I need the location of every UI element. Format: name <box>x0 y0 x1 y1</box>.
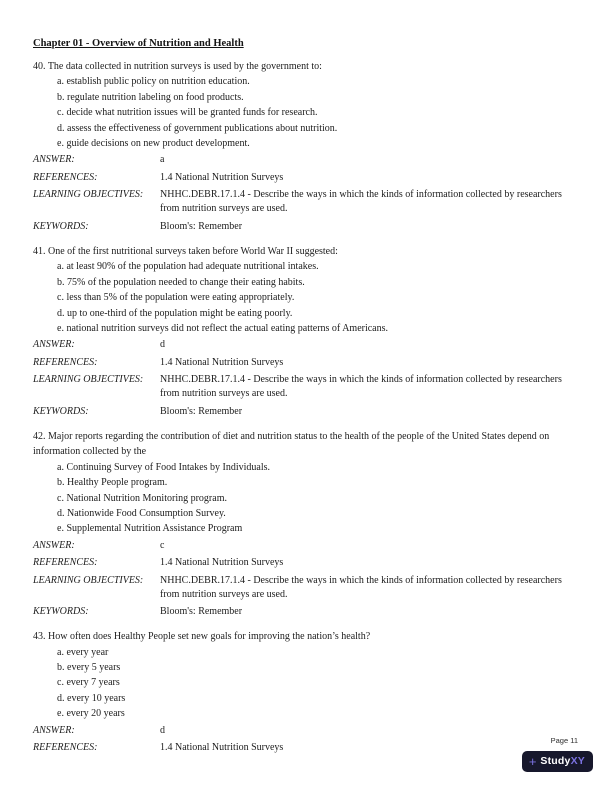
meta-value: Bloom's: Remember <box>160 405 243 417</box>
meta-value: a <box>160 154 165 166</box>
option-item: c. decide what nutrition issues will be granted funds for research. <box>57 107 318 119</box>
meta-value: Bloom's: Remember <box>160 606 243 618</box>
meta-row <box>33 188 582 216</box>
option-item: d. assess the effectiveness of government publications about nutrition. <box>57 122 338 134</box>
meta-value: NHHC.DEBR.17.1.4 - Describe the ways in which the kinds of information collected by researchers from nutrition surveys are used. <box>160 374 562 400</box>
meta-value: 1.4 National Nutrition Surveys <box>160 356 284 368</box>
question-number: 43. <box>33 631 46 643</box>
brand-name-primary: Study <box>540 755 571 768</box>
chapter-title: Chapter 01 - Overview of Nutrition and Health <box>33 38 244 49</box>
meta-value: 1.4 National Nutrition Surveys <box>160 557 284 569</box>
question-text: How often does Healthy People set new goals for improving the nation’s health? <box>48 631 371 643</box>
meta-table <box>33 724 582 756</box>
meta-value: 1.4 National Nutrition Surveys <box>160 742 284 754</box>
meta-label: ANSWER: <box>33 154 75 166</box>
option-item: c. every 7 years <box>57 677 120 689</box>
question-stem <box>33 429 582 460</box>
question-number: 42. <box>33 430 46 442</box>
option-item: e. national nutrition surveys did not reflect the actual eating patterns of Americans. <box>57 322 389 334</box>
meta-value: Bloom's: Remember <box>160 220 243 232</box>
meta-label: REFERENCES: <box>33 171 98 183</box>
brand-name <box>540 756 585 767</box>
option-item: a. Continuing Survey of Food Intakes by Individuals. <box>57 461 271 473</box>
option-item: b. regulate nutrition labeling on food products. <box>57 91 244 103</box>
question-block <box>33 629 582 755</box>
meta-label: LEARNING OBJECTIVES: <box>33 574 144 586</box>
question-number: 40. <box>33 61 46 72</box>
meta-value: c <box>160 539 165 551</box>
page-number: Page 11 <box>550 736 578 745</box>
meta-row <box>33 171 582 185</box>
option-item: b. Healthy People program. <box>57 477 168 489</box>
option-item: d. every 10 years <box>57 692 126 704</box>
meta-value: NHHC.DEBR.17.1.4 - Describe the ways in which the kinds of information collected by researchers from nutrition surveys are used. <box>160 574 562 600</box>
meta-row <box>33 153 582 167</box>
options-list <box>33 645 582 722</box>
question-stem <box>33 59 582 74</box>
option-item: a. every year <box>57 646 109 658</box>
question-block <box>33 429 582 619</box>
meta-label: REFERENCES: <box>33 742 98 754</box>
question-text: The data collected in nutrition surveys is used by the government to: <box>47 61 322 72</box>
meta-value: d <box>160 724 165 736</box>
meta-label: KEYWORDS: <box>33 606 89 618</box>
question-text: One of the first nutritional surveys taken before World War II suggested: <box>48 245 338 257</box>
question-number: 41. <box>33 245 46 257</box>
meta-label: ANSWER: <box>33 724 75 736</box>
option-item: e. guide decisions on new product development. <box>57 138 250 150</box>
meta-label: REFERENCES: <box>33 557 98 569</box>
studyxy-logo <box>522 751 593 772</box>
option-item: c. National Nutrition Monitoring program. <box>57 492 227 504</box>
option-item: e. every 20 years <box>57 708 125 720</box>
question-text: Major reports regarding the contribution of diet and nutrition status to the health of the people of the United States depend on information collected by the <box>33 430 550 458</box>
meta-table <box>33 153 582 234</box>
meta-row <box>33 556 582 570</box>
meta-value: d <box>160 339 165 351</box>
meta-label: ANSWER: <box>33 339 75 351</box>
option-item: e. Supplemental Nutrition Assistance Program <box>57 523 243 535</box>
meta-table <box>33 338 582 419</box>
meta-row <box>33 338 582 352</box>
option-item: b. every 5 years <box>57 662 121 674</box>
question-stem <box>33 244 582 259</box>
option-item: c. less than 5% of the population were eating appropriately. <box>57 292 295 304</box>
question-stem <box>33 629 582 644</box>
question-block <box>33 244 582 419</box>
meta-label: KEYWORDS: <box>33 405 89 417</box>
options-list <box>33 74 582 151</box>
options-list <box>33 460 582 537</box>
meta-row <box>33 574 582 602</box>
plus-icon: + <box>528 753 537 769</box>
meta-label: LEARNING OBJECTIVES: <box>33 374 144 386</box>
meta-label: ANSWER: <box>33 539 75 551</box>
meta-label: KEYWORDS: <box>33 220 89 232</box>
question-block <box>33 59 582 234</box>
brand-name-suffix: XY <box>570 755 585 768</box>
meta-row <box>33 373 582 401</box>
option-item: d. up to one-third of the population might be eating poorly. <box>57 307 293 319</box>
meta-row <box>33 724 582 738</box>
meta-row <box>33 405 582 419</box>
meta-row <box>33 741 582 755</box>
meta-value: NHHC.DEBR.17.1.4 - Describe the ways in which the kinds of information collected by researchers from nutrition surveys are used. <box>160 189 562 215</box>
option-item: d. Nationwide Food Consumption Survey. <box>57 507 226 519</box>
option-item: a. at least 90% of the population had adequate nutritional intakes. <box>57 261 319 273</box>
meta-table <box>33 539 582 620</box>
option-item: b. 75% of the population needed to change their eating habits. <box>57 276 305 288</box>
meta-row <box>33 356 582 370</box>
meta-label: LEARNING OBJECTIVES: <box>33 189 144 201</box>
meta-row <box>33 605 582 619</box>
meta-value: 1.4 National Nutrition Surveys <box>160 171 284 183</box>
meta-row <box>33 539 582 553</box>
meta-row <box>33 220 582 234</box>
option-item: a. establish public policy on nutrition education. <box>57 76 250 88</box>
options-list <box>33 259 582 336</box>
meta-label: REFERENCES: <box>33 356 98 368</box>
